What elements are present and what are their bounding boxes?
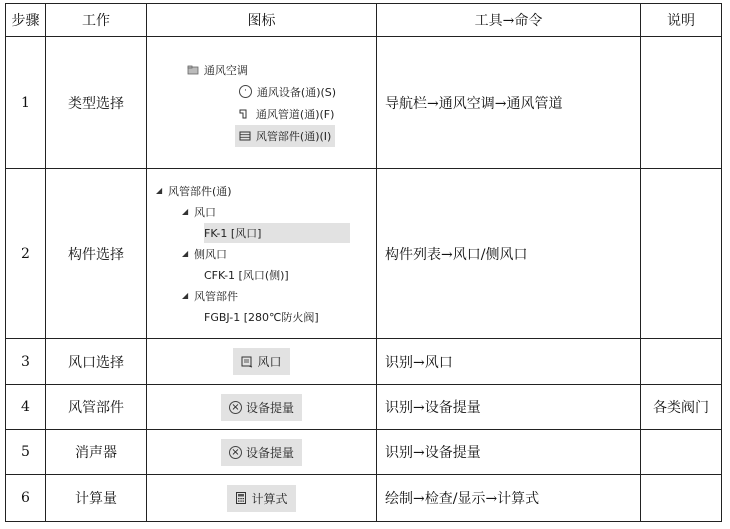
equipment-icon: ×: [229, 401, 242, 414]
equipment-takeoff-button[interactable]: [221, 439, 302, 466]
type-tree: [187, 59, 336, 147]
step-number: 1: [6, 37, 46, 169]
step-number: 5: [6, 430, 46, 475]
work-name: 消声器: [46, 430, 147, 475]
command-path: 识别→风口: [377, 339, 641, 385]
equipment-icon: ·: [239, 85, 252, 98]
step-number: 2: [6, 169, 46, 339]
note: [641, 37, 722, 169]
folder-icon: [187, 64, 199, 76]
expand-triangle-icon[interactable]: ◢: [182, 207, 189, 216]
tree-group-label: 风口: [194, 205, 216, 219]
tree-root-label: 风管部件(通): [168, 184, 232, 198]
list-icon: [239, 130, 251, 142]
tree-item-equipment[interactable]: [187, 81, 336, 103]
table-row: [6, 339, 722, 385]
command-path: 识别→设备提量: [377, 430, 641, 475]
tree-item-label: 风管部件(通)(I): [255, 129, 332, 143]
tree-item-label: 通风管道(通)(F): [255, 107, 335, 121]
note: [641, 339, 722, 385]
command-path: 导航栏→通风空调→通风管道: [377, 37, 641, 169]
header-row: [6, 4, 722, 37]
equipment-takeoff-button[interactable]: [221, 394, 302, 421]
command-path: 识别→设备提量: [377, 385, 641, 430]
tree-group-vent[interactable]: [156, 201, 376, 222]
header-icon: 图标: [147, 4, 377, 37]
work-name: 风管部件: [46, 385, 147, 430]
formula-button[interactable]: [227, 485, 295, 512]
equipment-takeoff-label: 设备提量: [245, 445, 294, 460]
tree-root[interactable]: [187, 59, 336, 81]
header-note: 说明: [641, 4, 722, 37]
work-name: 类型选择: [46, 37, 147, 169]
table-row: [6, 385, 722, 430]
tree-item-fgbj1[interactable]: [156, 306, 376, 327]
work-name: 构件选择: [46, 169, 147, 339]
work-name: 计算量: [46, 475, 147, 522]
work-name: 风口选择: [46, 339, 147, 385]
table-row: [6, 37, 722, 169]
tree-item-label: FGBJ-1 [280℃防火阀]: [204, 310, 319, 324]
formula-button-label: 计算式: [251, 491, 288, 506]
table-row: [6, 430, 722, 475]
note: [641, 169, 722, 339]
icon-cell: [147, 475, 377, 522]
tree-item-label: FK-1 [风口]: [204, 223, 350, 243]
tree-group-label: 风管部件: [194, 289, 238, 303]
step-number: 4: [6, 385, 46, 430]
icon-cell: [147, 339, 377, 385]
tree-item-cfk1[interactable]: [156, 264, 376, 285]
table-row: [6, 169, 722, 339]
note: [641, 475, 722, 522]
note: 各类阀门: [641, 385, 722, 430]
header-work: 工作: [46, 4, 147, 37]
component-tree: [147, 180, 376, 327]
header-step: 步骤: [6, 4, 46, 37]
command-path: 构件列表→风口/侧风口: [377, 169, 641, 339]
tree-root-label: 通风空调: [203, 63, 248, 77]
tree-item-label: CFK-1 [风口(侧)]: [204, 268, 289, 282]
step-number: 6: [6, 475, 46, 522]
tree-item-label: 通风设备(通)(S): [256, 85, 337, 99]
duct-icon: [239, 108, 251, 120]
icon-cell: [147, 385, 377, 430]
expand-triangle-icon[interactable]: ◢: [182, 291, 189, 300]
note: [641, 430, 722, 475]
command-path: 绘制→检查/显示→计算式: [377, 475, 641, 522]
vent-button[interactable]: [233, 348, 289, 375]
equipment-icon: ×: [229, 446, 242, 459]
equipment-takeoff-label: 设备提量: [245, 400, 294, 415]
expand-triangle-icon[interactable]: ◢: [182, 249, 189, 258]
tree-group-label: 侧风口: [194, 247, 227, 261]
vent-button-label: 风口: [257, 355, 282, 369]
table-row: [6, 475, 722, 522]
tree-group-side-vent[interactable]: [156, 243, 376, 264]
tree-group-duct-parts[interactable]: [156, 285, 376, 306]
icon-cell: [147, 430, 377, 475]
tree-item-duct-parts[interactable]: [187, 125, 336, 147]
step-number: 3: [6, 339, 46, 385]
tree-item-fk1[interactable]: [156, 222, 376, 243]
icon-cell: [147, 37, 377, 169]
tree-item-duct[interactable]: [187, 103, 336, 125]
expand-triangle-icon[interactable]: ◢: [156, 186, 163, 195]
steps-table: [5, 3, 722, 522]
tree-root[interactable]: [156, 180, 376, 201]
vent-icon: [241, 356, 253, 368]
calculator-icon: [235, 492, 247, 504]
icon-cell: [147, 169, 377, 339]
header-command: 工具→命令: [377, 4, 641, 37]
